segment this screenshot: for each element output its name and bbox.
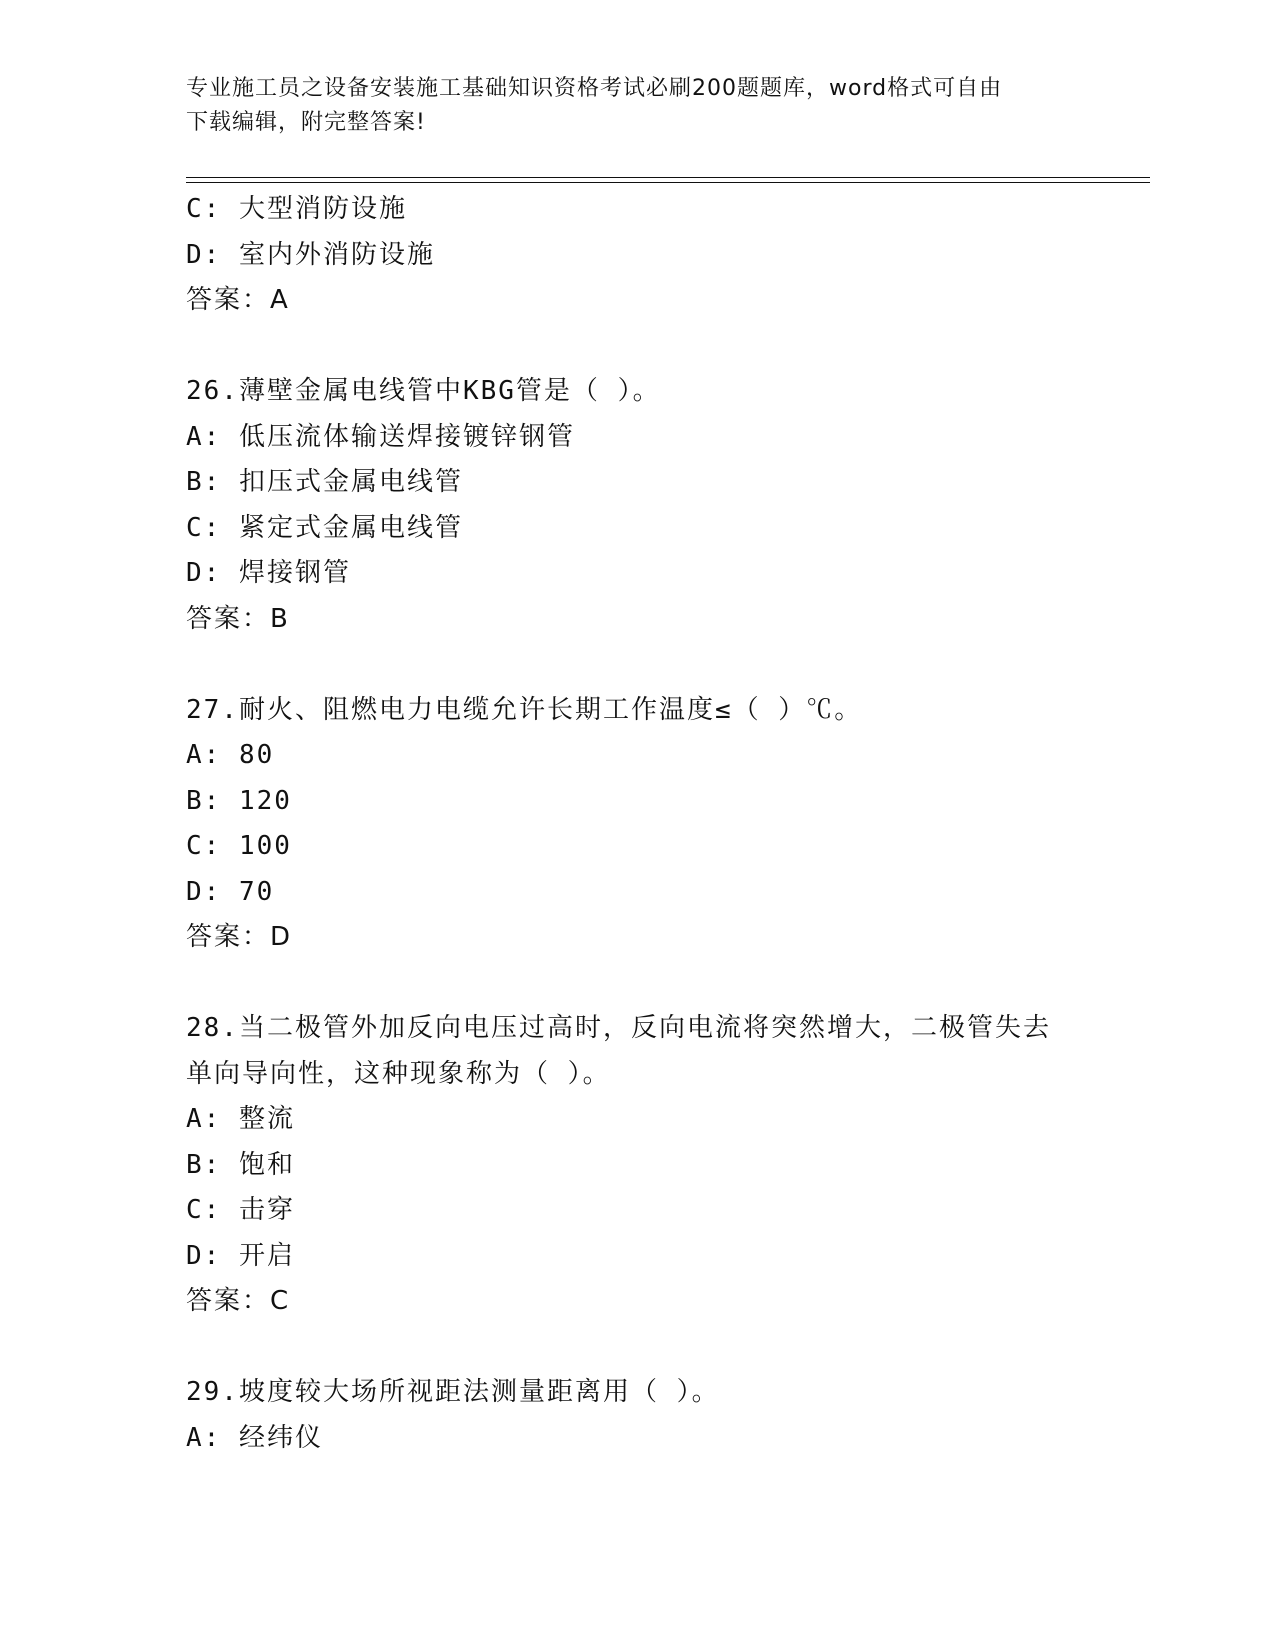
option-c: C: 紧定式金属电线管 <box>186 512 463 543</box>
answer-line: 答案：C <box>186 1286 291 1316</box>
option-b: B: 120 <box>186 785 292 816</box>
option-a: A: 整流 <box>186 1104 295 1134</box>
header-rule-top <box>186 177 1150 178</box>
option-b: B: 扣压式金属电线管 <box>186 467 463 497</box>
option-b: B: 饱和 <box>186 1149 295 1180</box>
answer-line: 答案：A <box>186 285 290 315</box>
question-stem-line-2: 单向导向性，这种现象称为（ ）。 <box>186 1058 611 1089</box>
option-a: A: 80 <box>186 740 275 770</box>
spacer <box>186 324 1106 370</box>
question-list <box>186 187 1106 1461</box>
header-line-1: 专业施工员之设备安装施工基础知识资格考试必刷200题题库，word格式可自由 <box>186 76 1003 101</box>
answer-line: 答案：B <box>186 603 290 634</box>
spacer <box>186 1325 1106 1371</box>
spacer <box>186 642 1106 688</box>
question-stem: 29.坡度较大场所视距法测量距离用（ ）。 <box>186 1377 720 1407</box>
question-stem-line-1: 28.当二极管外加反向电压过高时，反向电流将突然增大，二极管失去 <box>186 1013 1051 1043</box>
option-d: D: 焊接钢管 <box>186 558 351 588</box>
option-d: D: 70 <box>186 876 275 907</box>
answer-line: 答案：D <box>186 922 293 952</box>
option-c: C: 大型消防设施 <box>186 194 407 224</box>
question-28 <box>186 1006 1106 1325</box>
question-27 <box>186 688 1106 961</box>
option-a: A: 经纬仪 <box>186 1422 323 1453</box>
header-rule-bottom <box>186 182 1150 183</box>
question-29 <box>186 1370 1106 1461</box>
question-stem: 26.薄壁金属电线管中KBG管是（ ）。 <box>186 376 661 406</box>
option-d: D: 开启 <box>186 1240 295 1271</box>
option-c: C: 100 <box>186 831 292 861</box>
question-25-tail <box>186 187 1106 324</box>
question-26 <box>186 369 1106 642</box>
option-d: D: 室内外消防设施 <box>186 239 435 270</box>
document-header <box>186 72 1086 140</box>
question-stem: 27.耐火、阻燃电力电缆允许长期工作温度≤（ ）℃。 <box>186 694 863 725</box>
spacer <box>186 961 1106 1007</box>
option-a: A: 低压流体输送焊接镀锌钢管 <box>186 421 575 452</box>
option-c: C: 击穿 <box>186 1195 295 1225</box>
header-line-2: 下载编辑，附完整答案! <box>186 110 426 135</box>
